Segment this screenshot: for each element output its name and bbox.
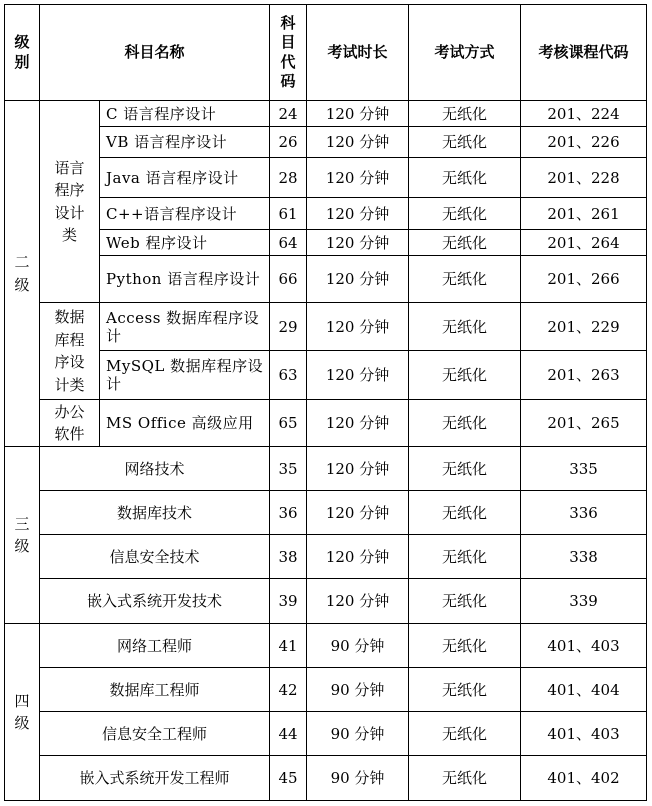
assess-codes: 401、403 bbox=[521, 712, 647, 756]
subject-name: VB 语言程序设计 bbox=[100, 127, 270, 158]
table-row bbox=[5, 198, 647, 230]
exam-method: 无纸化 bbox=[409, 400, 521, 447]
subject-code: 35 bbox=[270, 447, 307, 491]
subject-code: 45 bbox=[270, 756, 307, 801]
assess-codes: 201、266 bbox=[521, 256, 647, 303]
subject-name: MySQL 数据库程序设计 bbox=[100, 351, 270, 400]
assess-codes: 201、228 bbox=[521, 158, 647, 198]
exam-duration: 90 分钟 bbox=[307, 756, 409, 801]
exam-method: 无纸化 bbox=[409, 198, 521, 230]
assess-codes: 201、263 bbox=[521, 351, 647, 400]
assess-codes: 201、261 bbox=[521, 198, 647, 230]
assess-codes: 401、402 bbox=[521, 756, 647, 801]
exam-duration: 120 分钟 bbox=[307, 579, 409, 624]
assess-codes: 339 bbox=[521, 579, 647, 624]
subject-code: 28 bbox=[270, 158, 307, 198]
table-row bbox=[5, 579, 647, 624]
subject-code: 24 bbox=[270, 101, 307, 127]
assess-codes: 401、404 bbox=[521, 668, 647, 712]
exam-duration: 90 分钟 bbox=[307, 624, 409, 668]
exam-duration: 120 分钟 bbox=[307, 535, 409, 579]
exam-duration: 120 分钟 bbox=[307, 101, 409, 127]
exam-method: 无纸化 bbox=[409, 303, 521, 351]
table-row bbox=[5, 756, 647, 801]
exam-method: 无纸化 bbox=[409, 624, 521, 668]
exam-duration: 120 分钟 bbox=[307, 491, 409, 535]
level-cell-two: 二 级 bbox=[5, 101, 40, 447]
header-duration: 考试时长 bbox=[307, 5, 409, 101]
exam-method: 无纸化 bbox=[409, 579, 521, 624]
assess-codes: 338 bbox=[521, 535, 647, 579]
subject-code: 41 bbox=[270, 624, 307, 668]
subject-name: 嵌入式系统开发技术 bbox=[40, 579, 270, 624]
subject-name: 信息安全工程师 bbox=[40, 712, 270, 756]
header-assess-codes: 考核课程代码 bbox=[521, 5, 647, 101]
subject-code: 66 bbox=[270, 256, 307, 303]
subject-name: MS Office 高级应用 bbox=[100, 400, 270, 447]
subject-name: 网络技术 bbox=[40, 447, 270, 491]
exam-method: 无纸化 bbox=[409, 158, 521, 198]
subject-name: 嵌入式系统开发工程师 bbox=[40, 756, 270, 801]
subject-code: 38 bbox=[270, 535, 307, 579]
exam-method: 无纸化 bbox=[409, 491, 521, 535]
subject-name: 网络工程师 bbox=[40, 624, 270, 668]
table-row bbox=[5, 668, 647, 712]
exam-method: 无纸化 bbox=[409, 447, 521, 491]
assess-codes: 201、229 bbox=[521, 303, 647, 351]
exam-method: 无纸化 bbox=[409, 668, 521, 712]
exam-duration: 120 分钟 bbox=[307, 158, 409, 198]
subject-name: 数据库工程师 bbox=[40, 668, 270, 712]
header-subject-code: 科 目 代 码 bbox=[270, 5, 307, 101]
category-cell-db: 数据 库程 序设 计类 bbox=[40, 303, 100, 400]
assess-codes: 201、264 bbox=[521, 230, 647, 256]
table-row bbox=[5, 158, 647, 198]
table-row bbox=[5, 303, 647, 351]
table-row bbox=[5, 400, 647, 447]
subject-code: 64 bbox=[270, 230, 307, 256]
exam-method: 无纸化 bbox=[409, 712, 521, 756]
exam-duration: 120 分钟 bbox=[307, 303, 409, 351]
table-row bbox=[5, 535, 647, 579]
table-row bbox=[5, 101, 647, 127]
table-row bbox=[5, 351, 647, 400]
subject-code: 63 bbox=[270, 351, 307, 400]
subject-code: 61 bbox=[270, 198, 307, 230]
exam-method: 无纸化 bbox=[409, 351, 521, 400]
exam-duration: 120 分钟 bbox=[307, 447, 409, 491]
exam-duration: 120 分钟 bbox=[307, 256, 409, 303]
header-row bbox=[5, 5, 647, 101]
header-subject-name: 科目名称 bbox=[40, 5, 270, 101]
exam-method: 无纸化 bbox=[409, 756, 521, 801]
category-cell-office: 办公 软件 bbox=[40, 400, 100, 447]
subject-code: 26 bbox=[270, 127, 307, 158]
subject-name: Access 数据库程序设计 bbox=[100, 303, 270, 351]
subject-name: C 语言程序设计 bbox=[100, 101, 270, 127]
exam-duration: 120 分钟 bbox=[307, 198, 409, 230]
exam-duration: 120 分钟 bbox=[307, 230, 409, 256]
assess-codes: 201、224 bbox=[521, 101, 647, 127]
assess-codes: 336 bbox=[521, 491, 647, 535]
subject-name: 信息安全技术 bbox=[40, 535, 270, 579]
assess-codes: 201、265 bbox=[521, 400, 647, 447]
subject-name: Java 语言程序设计 bbox=[100, 158, 270, 198]
exam-duration: 90 分钟 bbox=[307, 668, 409, 712]
subject-code: 29 bbox=[270, 303, 307, 351]
subject-name: Web 程序设计 bbox=[100, 230, 270, 256]
exam-method: 无纸化 bbox=[409, 256, 521, 303]
assess-codes: 401、403 bbox=[521, 624, 647, 668]
category-cell-lang: 语言 程序 设计 类 bbox=[40, 101, 100, 303]
subject-name: 数据库技术 bbox=[40, 491, 270, 535]
exam-method: 无纸化 bbox=[409, 127, 521, 158]
header-method: 考试方式 bbox=[409, 5, 521, 101]
exam-duration: 120 分钟 bbox=[307, 400, 409, 447]
level-cell-four: 四 级 bbox=[5, 624, 40, 801]
table-row bbox=[5, 624, 647, 668]
table-row bbox=[5, 127, 647, 158]
table-row bbox=[5, 491, 647, 535]
exam-duration: 90 分钟 bbox=[307, 712, 409, 756]
assess-codes: 335 bbox=[521, 447, 647, 491]
exam-duration: 120 分钟 bbox=[307, 127, 409, 158]
subject-code: 39 bbox=[270, 579, 307, 624]
table-row bbox=[5, 712, 647, 756]
subject-name: Python 语言程序设计 bbox=[100, 256, 270, 303]
assess-codes: 201、226 bbox=[521, 127, 647, 158]
subject-code: 42 bbox=[270, 668, 307, 712]
table-row bbox=[5, 230, 647, 256]
subject-code: 36 bbox=[270, 491, 307, 535]
table-row bbox=[5, 447, 647, 491]
subject-code: 65 bbox=[270, 400, 307, 447]
exam-method: 无纸化 bbox=[409, 101, 521, 127]
exam-duration: 120 分钟 bbox=[307, 351, 409, 400]
table-row bbox=[5, 256, 647, 303]
exam-subjects-table bbox=[4, 4, 647, 801]
level-cell-three: 三 级 bbox=[5, 447, 40, 624]
header-level: 级 别 bbox=[5, 5, 40, 101]
subject-name: C++语言程序设计 bbox=[100, 198, 270, 230]
exam-method: 无纸化 bbox=[409, 535, 521, 579]
exam-method: 无纸化 bbox=[409, 230, 521, 256]
subject-code: 44 bbox=[270, 712, 307, 756]
